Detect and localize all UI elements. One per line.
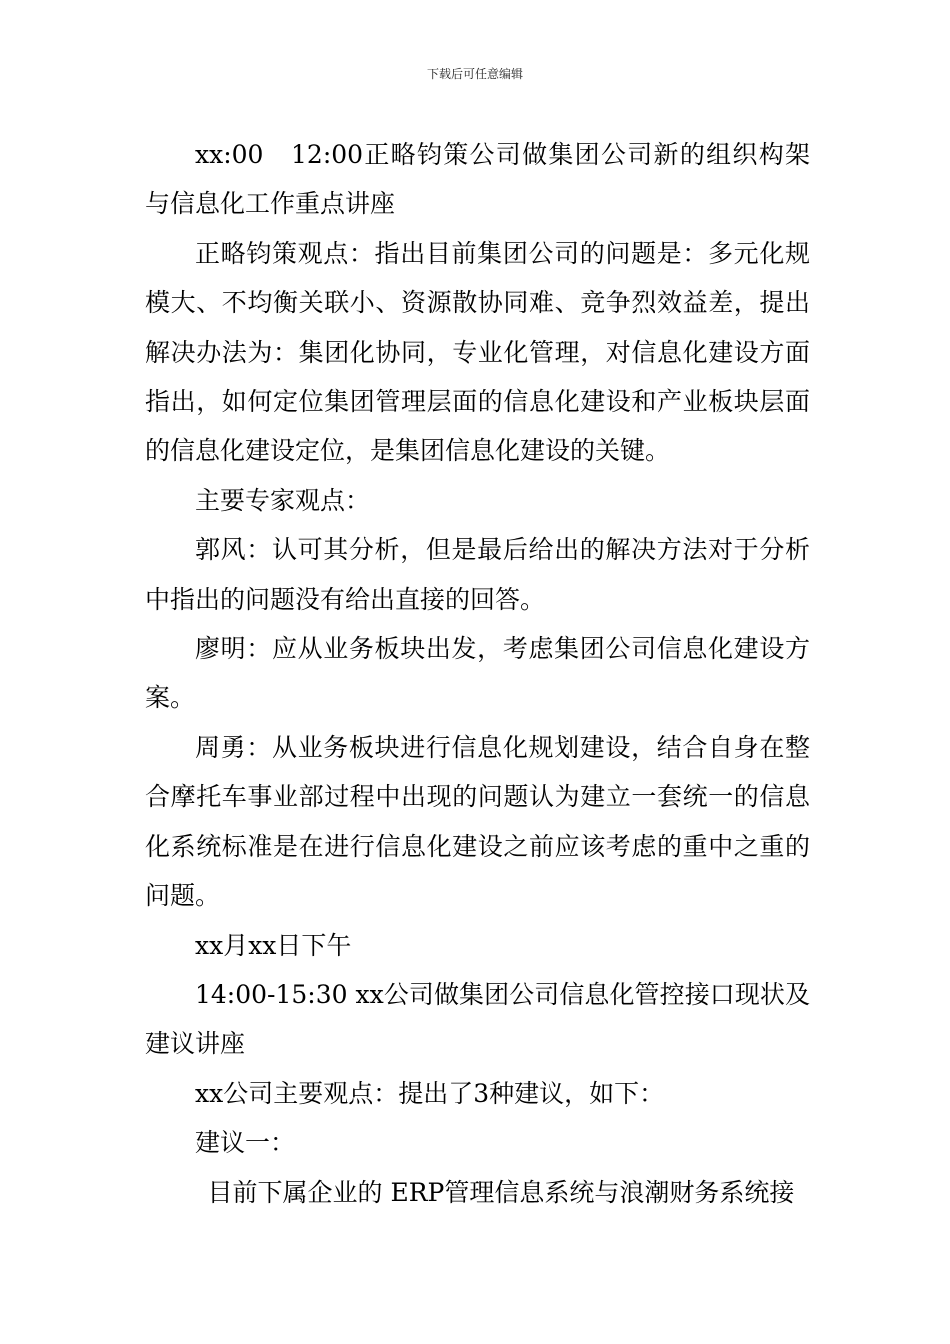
paragraph-guo-feng: 郭风：认可其分析，但是最后给出的解决方法对于分析中指出的问题没有给出直接的回答。	[145, 535, 810, 614]
paragraph-experts-heading: 主要专家观点：	[195, 485, 371, 515]
paragraph-liao-ming: 廖明：应从业务板块出发，考虑集团公司信息化建设方案。	[145, 634, 810, 713]
paragraph-lecture-1: xx:00 12:00正略钧策公司做集团公司新的组织构架与信息化工作重点讲座	[145, 140, 810, 219]
paragraph-zhou-yong: 周勇：从业务板块进行信息化规划建设，结合自身在整合摩托车事业部过程中出现的问题认为建立一套统一的信息化系统标准是在进行信息化建设之前应该考虑的重中之重的问题。	[145, 732, 810, 911]
paragraph-suggestion-1-body: 目前下属企业的 ERP管理信息系统与浪潮财务系统接	[207, 1177, 795, 1207]
paragraph-date-afternoon: xx月xx日下午	[195, 930, 352, 960]
paragraph-company-view: xx公司主要观点：提出了3种建议，如下：	[195, 1078, 665, 1108]
paragraph-lecture-2: 14:00-15:30 xx公司做集团公司信息化管控接口现状及建议讲座	[145, 979, 810, 1059]
paragraph-zhenglue-view: 正略钧策观点：指出目前集团公司的问题是：多元化规模大、不均衡关联小、资源散协同难、竞争烈效益差，提出解决办法为：集团化协同，专业化管理，对信息化建设方面指出，如何定位集团管理层面的信息化建设和产业板块层面的信息化建设定位，是集团信息化建设的关键。	[145, 238, 810, 466]
page-header: 下载后可任意编辑	[426, 67, 523, 81]
paragraph-suggestion-1-heading: 建议一：	[195, 1128, 296, 1158]
document-body	[145, 130, 810, 1217]
